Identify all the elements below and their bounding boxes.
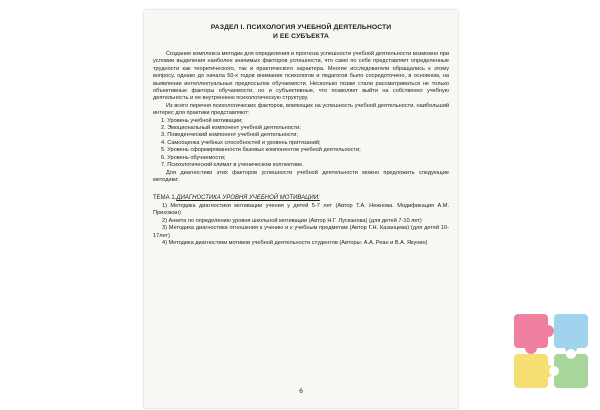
method-item: 3) Методика диагностики отношения к учению и к учебным предметам (Автор Г.Н. Казанцева) (для детей 10-17лет) xyxy=(153,225,449,239)
document-page xyxy=(144,10,458,408)
method-item: 2) Анкета по определению уровня школьной мотивации (Автор Н.Г. Лусканова) (для детей 7-10 лет) xyxy=(162,217,422,224)
factors-list xyxy=(153,118,449,170)
intro-paragraph: Создание комплекса методик для определения и прогноза успешности учебной деятельности возможно при условии выделения наиболее значимых факторов успешности, что само по себе представляет определенные трудности как теоретического, так и практического характера. Многие исследователи обращались к этому вопросу, однако до начала 50-х годов внимание психологов и педагогов было сосредоточено, в основном, на выявлении интеллектуальных предпосылок обучаемости. Несколько позже стали рассматриваться не только объективные факторы обучаемости, но и субъективные, что позволяет выйти на собственно учебную деятельность и ее внутреннюю психологическую структуру. xyxy=(153,51,449,102)
factor-item: 6. Уровень обучаемости; xyxy=(161,154,226,161)
puzzle-piece-blue-icon xyxy=(554,314,588,354)
factor-item: 2. Эмоциональный компонент учебной деятельности; xyxy=(161,125,301,132)
factor-item: 3. Поведенческий компонент учебной деятельности; xyxy=(161,132,298,139)
topic-label: ТЕМА 1. xyxy=(153,195,177,202)
section-title xyxy=(153,23,449,41)
section-title-line-1: РАЗДЕЛ I. ПСИХОЛОГИЯ УЧЕБНОЙ ДЕЯТЕЛЬНОСТИ xyxy=(210,24,392,31)
puzzle-piece-pink-icon xyxy=(514,314,554,354)
page-number: 6 xyxy=(299,388,303,395)
factor-item: 1. Уровень учебной мотивации; xyxy=(161,117,243,124)
puzzle-piece-green-icon xyxy=(549,349,588,388)
method-item: 4) Методика диагностики мотивов учебной деятельности студентов (Авторы: А.А. Реан и В.А. Якунин) xyxy=(162,239,428,246)
puzzle-piece-yellow-icon xyxy=(514,354,554,388)
factor-item: 5. Уровень сформированности базовых компонентов учебной деятельности; xyxy=(161,147,361,154)
puzzle-logo-icon xyxy=(508,308,596,396)
factor-item: 4. Самооценка учебных способностей и уровень притязаний; xyxy=(161,139,321,146)
topic-title: ДИАГНОСТИКА УРОВНЯ УЧЕБНОЙ МОТИВАЦИИ: xyxy=(176,195,320,202)
section-title-line-2: И ЕЕ СУБЪЕКТА xyxy=(272,33,330,40)
factors-intro-paragraph: Из всего перечня психологических факторов, влияющих на успешность учебной деятельности, наибольший интерес для практики представляют: xyxy=(153,102,449,117)
topic-heading xyxy=(153,195,449,203)
methods-intro-paragraph: Для диагностики этих факторов успешности учебной деятельности можно предложить следующие методики: xyxy=(153,169,449,183)
method-item: 1) Методика диагностики мотивации учения у детей 5-7 лет (Автор Т.А. Нежнова. Модификация А.М. Прихожан) xyxy=(153,202,449,217)
factor-item: 7. Психологический климат в ученическом коллективе. xyxy=(161,162,304,169)
